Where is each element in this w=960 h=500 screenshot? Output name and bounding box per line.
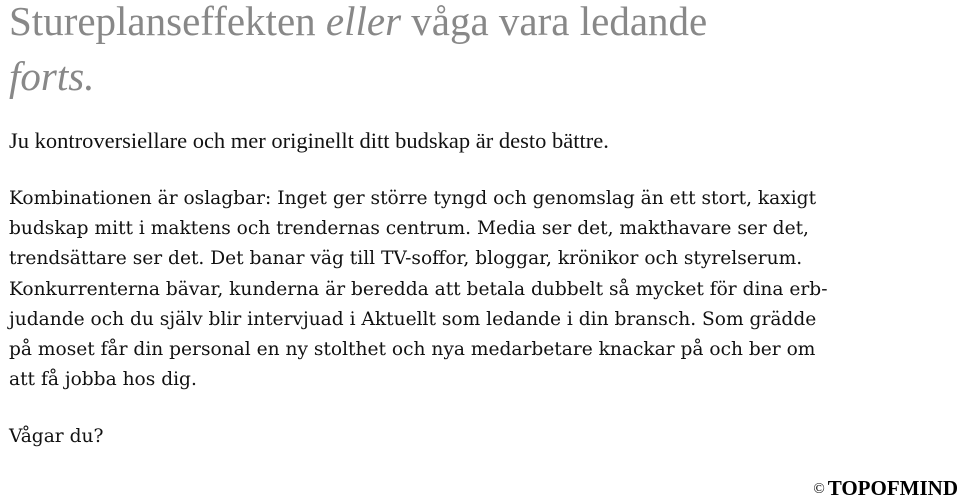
- copyright-symbol: ©: [813, 481, 825, 497]
- body-line: Kombinationen är oslagbar: Inget ger större tyngd och genomslag än ett stort, kaxigt: [9, 188, 817, 209]
- title-emphasis: eller: [325, 0, 402, 44]
- body-paragraph: [9, 184, 939, 395]
- body-line: budskap mitt i maktens och trendernas centrum. Media ser det, makthavare ser det,: [9, 218, 809, 240]
- body-line: Konkurrenterna bävar, kunderna är beredda att betala dubbelt så mycket för dina erb-: [9, 278, 828, 300]
- lead-paragraph: Ju kontroversiellare och mer originellt ditt budskap är desto bättre.: [9, 128, 609, 153]
- page-title: [9, 0, 939, 104]
- body-line: att få jobba hos dig.: [9, 369, 197, 391]
- body-line: judande och du själv blir intervjuad i Aktuellt som ledande i din bransch. Som grädde: [9, 308, 817, 330]
- brand-logo: [813, 476, 958, 500]
- title-part-2: våga vara ledande: [401, 0, 708, 44]
- body-line: trendsättare ser det. Det banar väg till TV-soffor, bloggar, krönikor och styrelserum.: [9, 248, 803, 270]
- title-part-1: Stureplanseffekten: [9, 0, 326, 44]
- closing-question: Vågar du?: [9, 426, 104, 447]
- brand-name: TOPOFMIND: [827, 476, 958, 500]
- title-line-2: forts.: [9, 53, 95, 99]
- body-line: på moset får din personal en ny stolthet och nya medarbetare knackar på och ber om: [9, 339, 816, 361]
